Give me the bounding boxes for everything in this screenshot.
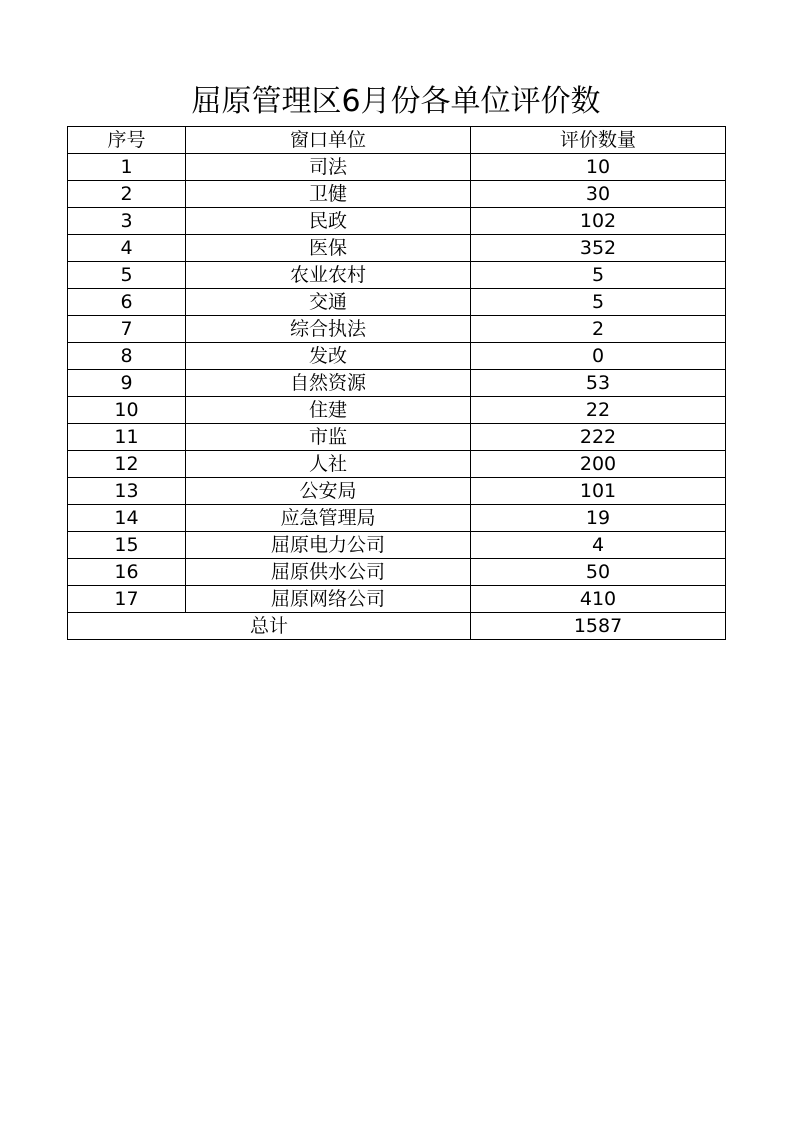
row-count: 102 [471, 208, 726, 235]
row-unit: 自然资源 [186, 370, 471, 397]
header-index: 序号 [68, 127, 186, 154]
header-unit: 窗口单位 [186, 127, 471, 154]
table-row [68, 505, 726, 532]
row-index: 14 [68, 505, 186, 532]
row-unit: 民政 [186, 208, 471, 235]
table-row [68, 397, 726, 424]
row-count: 0 [471, 343, 726, 370]
total-value: 1587 [471, 613, 726, 640]
row-count: 10 [471, 154, 726, 181]
table-body [68, 154, 726, 640]
row-unit: 屈原网络公司 [186, 586, 471, 613]
row-unit: 农业农村 [186, 262, 471, 289]
row-unit: 司法 [186, 154, 471, 181]
row-count: 5 [471, 262, 726, 289]
row-unit: 市监 [186, 424, 471, 451]
row-index: 7 [68, 316, 186, 343]
table-row [68, 208, 726, 235]
table-row [68, 424, 726, 451]
evaluation-table [67, 126, 726, 640]
row-count: 19 [471, 505, 726, 532]
row-index: 5 [68, 262, 186, 289]
total-label: 总计 [68, 613, 471, 640]
row-count: 50 [471, 559, 726, 586]
row-count: 5 [471, 289, 726, 316]
table-row [68, 235, 726, 262]
row-count: 200 [471, 451, 726, 478]
row-count: 410 [471, 586, 726, 613]
row-unit: 综合执法 [186, 316, 471, 343]
table-row [68, 316, 726, 343]
row-index: 13 [68, 478, 186, 505]
row-count: 22 [471, 397, 726, 424]
row-index: 4 [68, 235, 186, 262]
row-count: 53 [471, 370, 726, 397]
table-header [68, 127, 726, 154]
row-index: 1 [68, 154, 186, 181]
row-unit: 屈原供水公司 [186, 559, 471, 586]
table-row [68, 289, 726, 316]
row-index: 9 [68, 370, 186, 397]
table-row [68, 451, 726, 478]
row-index: 16 [68, 559, 186, 586]
row-count: 4 [471, 532, 726, 559]
row-unit: 屈原电力公司 [186, 532, 471, 559]
header-count: 评价数量 [471, 127, 726, 154]
table-row [68, 586, 726, 613]
total-row [68, 613, 726, 640]
table-row [68, 532, 726, 559]
table-row [68, 262, 726, 289]
row-index: 12 [68, 451, 186, 478]
row-unit: 应急管理局 [186, 505, 471, 532]
header-row [68, 127, 726, 154]
row-index: 10 [68, 397, 186, 424]
row-count: 222 [471, 424, 726, 451]
row-count: 2 [471, 316, 726, 343]
row-unit: 公安局 [186, 478, 471, 505]
table-row [68, 343, 726, 370]
row-index: 3 [68, 208, 186, 235]
row-unit: 医保 [186, 235, 471, 262]
row-unit: 住建 [186, 397, 471, 424]
row-index: 11 [68, 424, 186, 451]
row-unit: 发改 [186, 343, 471, 370]
row-count: 101 [471, 478, 726, 505]
table-row [68, 478, 726, 505]
row-unit: 人社 [186, 451, 471, 478]
table-row [68, 181, 726, 208]
row-index: 6 [68, 289, 186, 316]
row-unit: 交通 [186, 289, 471, 316]
row-index: 15 [68, 532, 186, 559]
row-index: 17 [68, 586, 186, 613]
row-count: 352 [471, 235, 726, 262]
table-row [68, 154, 726, 181]
row-count: 30 [471, 181, 726, 208]
row-unit: 卫健 [186, 181, 471, 208]
row-index: 2 [68, 181, 186, 208]
page-title: 屈原管理区6月份各单位评价数 [191, 84, 601, 119]
row-index: 8 [68, 343, 186, 370]
table-row [68, 370, 726, 397]
table-row [68, 559, 726, 586]
